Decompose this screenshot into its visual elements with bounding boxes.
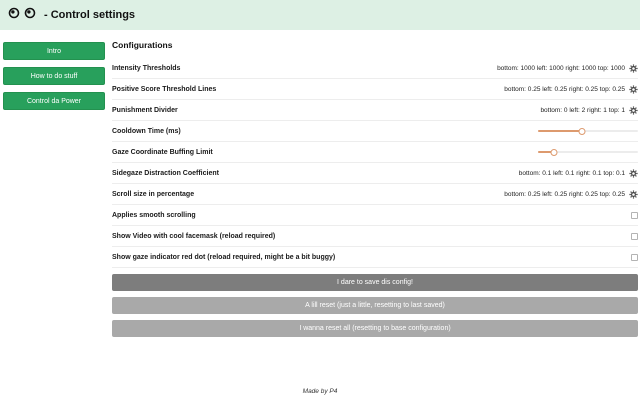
config-label: Scroll size in percentage [112,190,195,198]
config-row-intensity-thresholds [112,58,638,79]
config-row-scroll-size [112,184,638,205]
gaze-buffing-slider[interactable] [538,148,638,157]
config-row-cooldown-time [112,121,638,142]
config-row-show-gaze-indicator [112,247,638,268]
config-label: Cooldown Time (ms) [112,127,181,135]
config-row-punishment-divider [112,100,638,121]
eye-icon [8,6,20,24]
sidebar-item-how-to-do-stuff[interactable]: How to do stuff [3,67,105,85]
save-config-button[interactable]: I dare to save dis config! [112,274,638,291]
configurations-heading: Configurations [112,40,173,50]
sidebar-item-control-da-power[interactable]: Control da Power [3,92,105,110]
config-label: Gaze Coordinate Buffing Limit [112,148,213,156]
cooldown-time-slider[interactable] [538,127,638,136]
config-value: bottom: 0 left: 2 right: 1 top: 1 [540,106,625,114]
config-value: bottom: 0.1 left: 0.1 right: 0.1 top: 0.1 [518,169,625,177]
show-video-facemask-checkbox[interactable] [631,233,638,240]
slider-thumb[interactable] [579,128,586,135]
gear-icon[interactable] [629,106,638,115]
eye-icon [24,6,36,24]
gear-icon[interactable] [629,190,638,199]
config-row-gaze-coordinate-buffing-limit [112,142,638,163]
credit-text: Made by P4 [302,388,338,395]
smooth-scrolling-checkbox[interactable] [631,212,638,219]
config-label: Show Video with cool facemask (reload required) [112,232,276,240]
config-label: Intensity Thresholds [112,64,181,72]
gear-icon[interactable] [629,64,638,73]
config-row-show-video-facemask [112,226,638,247]
slider-thumb[interactable] [551,149,558,156]
full-reset-button[interactable]: I wanna reset all (resetting to base configuration) [112,320,638,337]
config-label: Punishment Divider [112,106,178,114]
config-label: Positive Score Threshold Lines [112,85,217,93]
show-gaze-indicator-checkbox[interactable] [631,254,638,261]
soft-reset-button[interactable]: A lill reset (just a little, resetting to last saved) [112,297,638,314]
config-row-sidegaze-distraction-coefficient [112,163,638,184]
sidebar-item-intro[interactable]: Intro [3,42,105,60]
config-row-positive-score-threshold-lines [112,79,638,100]
config-label: Show gaze indicator red dot (reload required, might be a bit buggy) [112,253,336,261]
main-content [108,30,640,343]
gear-icon[interactable] [629,85,638,94]
config-value: bottom: 0.25 left: 0.25 right: 0.25 top: 0.25 [504,85,625,93]
sidebar [0,30,108,343]
gear-icon[interactable] [629,169,638,178]
config-label: Sidegaze Distraction Coefficient [112,169,219,177]
config-label: Applies smooth scrolling [112,211,196,219]
action-buttons [112,274,638,337]
config-value: bottom: 1000 left: 1000 right: 1000 top: 1000 [497,64,625,72]
page-title: - Control settings [44,9,136,21]
config-value: bottom: 0.25 left: 0.25 right: 0.25 top: 0.25 [504,190,625,198]
app-header [0,0,640,30]
config-row-smooth-scrolling [112,205,638,226]
slider-fill [538,130,582,132]
